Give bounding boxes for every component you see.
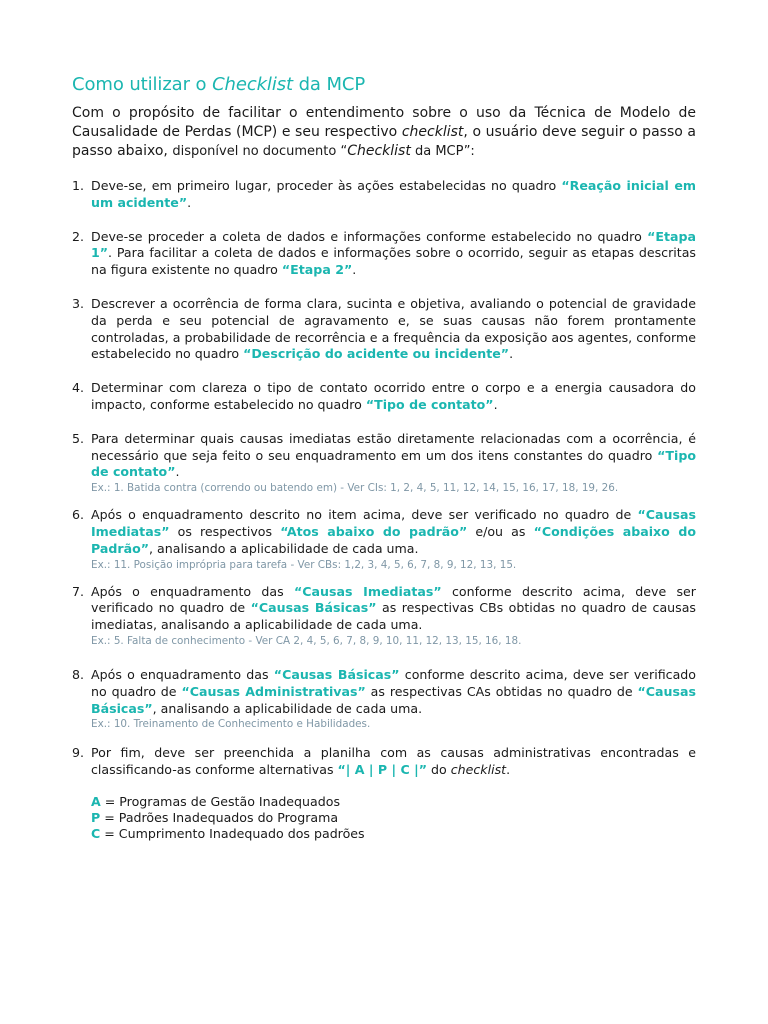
step-5: 5. Para determinar quais causas imediatas estão diretamente relacionadas com a ocorrência, é necessário que seja feito o seu enquadramento em um dos itens constantes do quadro “Tipo de contato”. Ex.: 1. Batida contra (correndo ou batendo em) - Ver CIs: 1, 2, 4, 5, 11, 12, 14, 15, 16, 17, 18, 19, 26. <box>72 430 696 495</box>
step-1: 1. Deve-se, em primeiro lugar, proceder às ações estabelecidas no quadro “Reação inicial em um acidente”. <box>72 178 696 210</box>
intro-paragraph: Com o propósito de facilitar o entendimento sobre o uso da Técnica de Modelo de Causalidade de Perdas (MCP) e seu respectivo checklist, o usuário deve seguir o passo a passo abaixo, disponível no documento “Checklist da MCP”: <box>72 105 696 159</box>
step-2: 2. Deve-se proceder a coleta de dados e informações conforme estabelecido no quadro “Etapa 1”. Para facilitar a coleta de dados e informações sobre o ocorrido, seguir as etapas descritas na figura existente no quadro “Etapa 2”. <box>72 228 696 278</box>
page-title: Como utilizar o Checklist da MCP <box>72 74 366 95</box>
step-7: 7. Após o enquadramento das “Causas Imediatas” conforme descrito acima, deve ser verificado no quadro de “Causas Básicas” as respectivas CBs obtidas no quadro de causas imediatas, analisando a aplicabilidade de cada uma. Ex.: 5. Falta de conhecimento - Ver CA 2, 4, 5, 6, 7, 8, 9, 10, 11, 12, 13, 15, 16, 18. <box>72 583 696 647</box>
step-5-example: Ex.: 1. Batida contra (correndo ou batendo em) - Ver CIs: 1, 2, 4, 5, 11, 12, 14, 15, 16, 17, 18, 19, 26. <box>91 482 619 495</box>
legend-item-p: P = Padrões Inadequados do Programa <box>91 809 339 825</box>
step-8: 8. Após o enquadramento das “Causas Básicas” conforme descrito acima, deve ser verificado no quadro de “Causas Administrativas” as respectivas CAs obtidas no quadro de “Causas Básicas”, analisando a aplicabilidade de cada uma. Ex.: 10. Treinamento de Conhecimento e Habilidades. <box>72 666 696 731</box>
step-6: 6. Após o enquadramento descrito no item acima, deve ser verificado no quadro de “Causas Imediatas” os respectivos “Atos abaixo do padrão” e/ou as “Condições abaixo do Padrão”, analisando a aplicabilidade de cada uma. Ex.: 11. Posição imprópria para tarefa - Ver CBs: 1,2, 3, 4, 5, 6, 7, 8, 9, 12, 13, 15. <box>72 507 697 571</box>
step-3: 3. Descrever a ocorrência de forma clara, sucinta e objetiva, avaliando o potencial de gravidade da perda e seu potencial de agravamento e, se suas causas não forem prontamente controladas, a probabilidade de recorrência e a frequência da exposição aos agentes, conforme estabelecido no quadro “Descrição do acidente ou incidente”. <box>72 295 696 362</box>
step-7-example: Ex.: 5. Falta de conhecimento - Ver CA 2, 4, 5, 6, 7, 8, 9, 10, 11, 12, 13, 15, 16, 18. <box>91 634 522 647</box>
legend-item-c: C = Cumprimento Inadequado dos padrões <box>91 825 365 841</box>
step-9: 9. Por fim, deve ser preenchida a planilha com as causas administrativas encontradas e classificando-as conforme alternativas “| A | P | C |” do checklist. A = Programas de Gestão Inadequados P = Padrões Inadequados do Programa C = Cumprimento Inadequado dos padrões <box>72 745 696 841</box>
step-8-example: Ex.: 10. Treinamento de Conhecimento e Habilidades. <box>91 718 371 731</box>
legend-item-a: A = Programas de Gestão Inadequados <box>91 793 341 809</box>
document-page <box>72 74 696 842</box>
step-6-example: Ex.: 11. Posição imprópria para tarefa - Ver CBs: 1,2, 3, 4, 5, 6, 7, 8, 9, 12, 13, 15. <box>91 558 517 571</box>
steps-list <box>72 178 696 842</box>
step-4: 4. Determinar com clareza o tipo de contato ocorrido entre o corpo e a energia causadora do impacto, conforme estabelecido no quadro “Tipo de contato”. <box>72 380 696 412</box>
apc-legend <box>91 794 696 842</box>
